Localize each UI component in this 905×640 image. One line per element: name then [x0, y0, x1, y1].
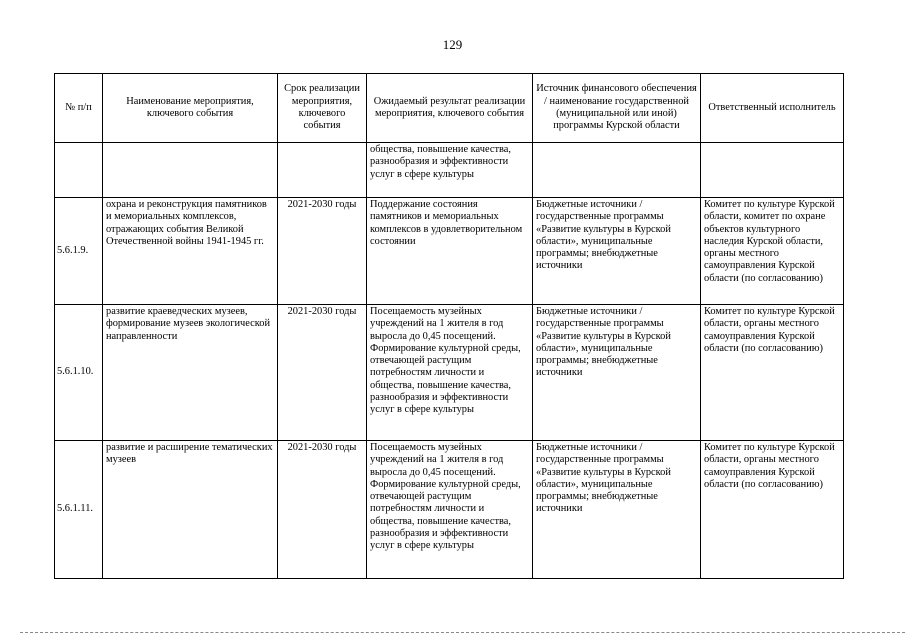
table-row-continuation [55, 143, 844, 198]
cell-source [533, 143, 701, 198]
cell-num: 5.6.1.10. [55, 305, 103, 441]
table-row [55, 441, 844, 579]
table-header-row [55, 74, 844, 143]
cell-num: 5.6.1.11. [55, 441, 103, 579]
cell-result: Посещаемость музейных учреждений на 1 жителя в год выросла до 0,45 посещений. Формирование культурной среды, отвечающей растущим потребностям личности и общества, повышение качества, разнообразия и эффективности услуг в сфере культуры [367, 441, 533, 579]
cell-name: охрана и реконструкция памятников и мемориальных комплексов, отражающих события Великой Отечественной войны 1941-1945 гг. [103, 198, 278, 305]
cell-term: 2021-2030 годы [278, 198, 367, 305]
header-source: Источник финансового обеспечения / наименование государственной (муниципальной или иной) программы Курской области [533, 74, 701, 143]
cell-source: Бюджетные источники / государственные программы «Развитие культуры в Курской области», муниципальные программы; внебюджетные источники [533, 198, 701, 305]
cell-result: общества, повышение качества, разнообразия и эффективности услуг в сфере культуры [367, 143, 533, 198]
cell-name: развитие краеведческих музеев, формирование музеев экологической направленности [103, 305, 278, 441]
cell-result: Поддержание состояния памятников и мемориальных комплексов в удовлетворительном состоянии [367, 198, 533, 305]
header-name: Наименование мероприятия, ключевого события [103, 74, 278, 143]
cell-source: Бюджетные источники / государственные программы «Развитие культуры в Курской области», муниципальные программы; внебюджетные источники [533, 305, 701, 441]
cell-executor: Комитет по культуре Курской области, комитет по охране объектов культурного наследия Курской области, органы местного самоуправления Курской области (по согласованию) [701, 198, 844, 305]
cell-executor: Комитет по культуре Курской области, органы местного самоуправления Курской области (по согласованию) [701, 305, 844, 441]
cell-executor [701, 143, 844, 198]
header-executor: Ответственный исполнитель [701, 74, 844, 143]
cell-source: Бюджетные источники / государственные программы «Развитие культуры в Курской области», муниципальные программы; внебюджетные источники [533, 441, 701, 579]
cell-num [55, 143, 103, 198]
cell-name: развитие и расширение тематических музеев [103, 441, 278, 579]
cell-term: 2021-2030 годы [278, 305, 367, 441]
header-result: Ожидаемый результат реализации мероприятия, ключевого события [367, 74, 533, 143]
cell-num: 5.6.1.9. [55, 198, 103, 305]
header-num: № п/п [55, 74, 103, 143]
header-term: Срок реализации мероприятия, ключевого события [278, 74, 367, 143]
cell-term: 2021-2030 годы [278, 441, 367, 579]
cell-result: Посещаемость музейных учреждений на 1 жителя в год выросла до 0,45 посещений. Формирование культурной среды, отвечающей растущим потребностям личности и общества, повышение качества, разнообразия и эффективности услуг в сфере культуры [367, 305, 533, 441]
scan-edge-line [20, 632, 905, 633]
cell-term [278, 143, 367, 198]
cell-executor: Комитет по культуре Курской области, органы местного самоуправления Курской области (по согласованию) [701, 441, 844, 579]
table-row [55, 305, 844, 441]
cell-name [103, 143, 278, 198]
table-row [55, 198, 844, 305]
events-table [54, 73, 844, 579]
page-number: 129 [442, 37, 463, 52]
